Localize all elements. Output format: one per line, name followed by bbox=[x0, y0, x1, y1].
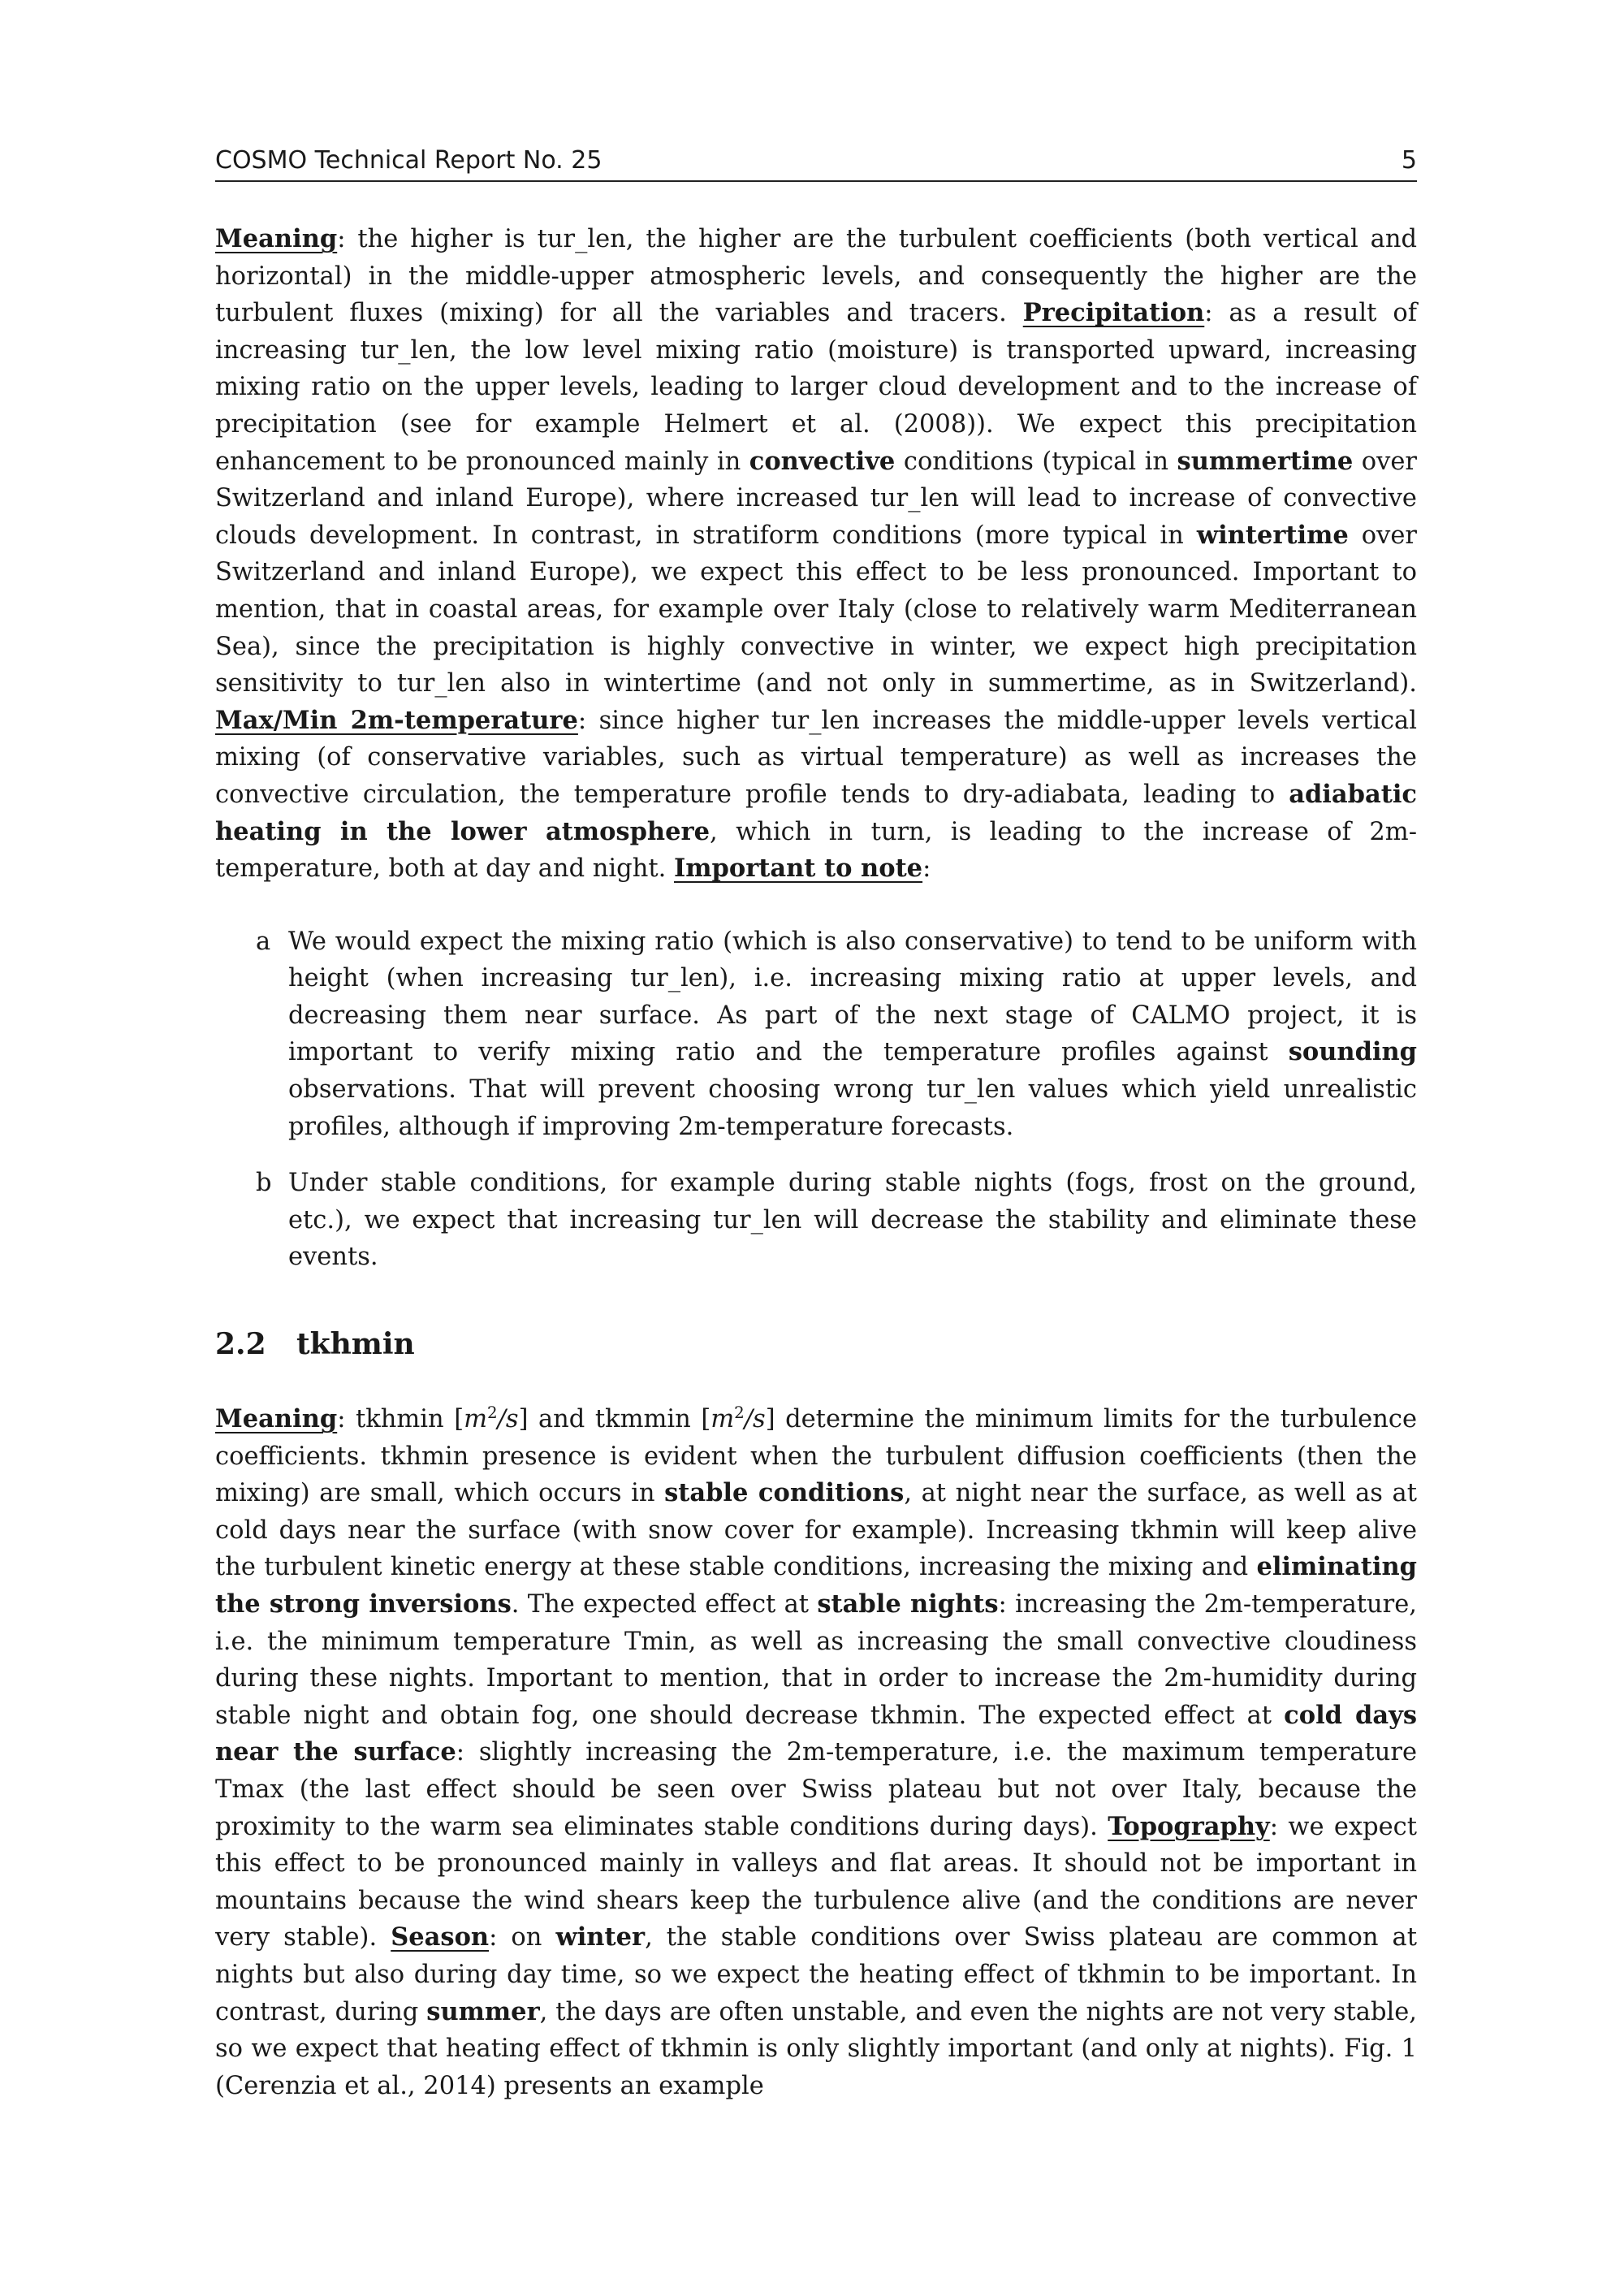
keyword-winter: winter bbox=[555, 1922, 646, 1952]
text-run: conditions (typical in bbox=[895, 447, 1177, 476]
text-run: , the stable conditions over Swiss plateau are common at nights but also during day time, so we expect the heating effect of tkhmin to be important. In contrast, during bbox=[215, 1923, 1417, 2026]
unit-exponent: 2 bbox=[734, 1403, 745, 1422]
unit-symbol: m bbox=[710, 1405, 735, 1434]
text-run: : slightly increasing the 2m-temperature, i.e. the maximum temperature Tmax (the last effect should be seen over Swiss plateau but not over Italy, because the proximity to the warm sea eliminates stable conditions during days). bbox=[215, 1738, 1418, 1841]
keyword-summer: summer bbox=[426, 1996, 540, 2026]
text-run: : we expect this effect to be pronounced mainly in valleys and flat areas. It should not be important in mountains because the wind shears keep the turbulence alive (and the conditions are never very stable). bbox=[215, 1812, 1417, 1952]
topography-label: Topography bbox=[1108, 1811, 1270, 1841]
list-item bbox=[215, 1165, 1417, 1276]
paragraph-tkhmin bbox=[215, 1401, 1417, 2104]
body-text bbox=[215, 221, 1417, 2104]
section-heading bbox=[215, 1326, 1417, 1362]
text-run: ] and tkmmin [ bbox=[518, 1405, 711, 1434]
important-note-label: Important to note bbox=[674, 854, 923, 884]
unit-symbol: /s bbox=[744, 1405, 766, 1434]
text-run: : the higher is tur_len, the higher are the turbulent coefficients (both vertical and horizontal) in the middle-upper atmospheric levels, and consequently the higher are the turbulent fluxes (mixing) for all the variables and tracers. bbox=[215, 225, 1417, 328]
keyword-stable-nights: stable nights bbox=[817, 1589, 999, 1619]
text-run: : tkhmin [ bbox=[337, 1405, 464, 1434]
unit-exponent: 2 bbox=[487, 1403, 498, 1422]
note-list bbox=[215, 923, 1417, 1276]
section-title: tkhmin bbox=[296, 1327, 415, 1362]
season-label: Season bbox=[391, 1922, 490, 1952]
meaning-label: Meaning bbox=[215, 224, 338, 253]
text-run: : increasing the 2m-temperature, i.e. the minimum temperature Tmin, as well as increasing the small convective cloudiness during these nights. Important to mention, that in order to increase the 2m-humidity during stable night and obtain fog, one should decrease tkhmin. The expected effect at bbox=[215, 1590, 1418, 1730]
text-run: over Switzerland and inland Europe), we expect this effect to be less pronounced. Important to mention, that in coastal areas, for example over Italy (close to relatively warm Mediterranean Sea), since the precipitation is highly convective in winter, we expect high precipitation sensitivity to tur_len also in wintertime (and not only in summertime, as in Switzerland). bbox=[215, 521, 1417, 698]
text-run: We would expect the mixing ratio (which is also conservative) to tend to be uniform with height (when increasing tur_len), i.e. increasing mixing ratio at upper levels, and decreasing them near surface. As part of the next stage of CALMO project, it is important to verify mixing ratio and the temperature profiles against bbox=[288, 927, 1417, 1067]
text-run: observations. That will prevent choosing wrong tur_len values which yield unrealistic profiles, although if improving 2m-temperature forecasts. bbox=[288, 1075, 1417, 1141]
text-run: : as a result of increasing tur_len, the low level mixing ratio (moisture) is transported upward, increasing mixing ratio on the upper levels, leading to larger cloud development and to the increase of precipitation (see for example Helmert et al. (2008)). We expect this precipitation enhancement to be pronounced mainly in bbox=[215, 299, 1418, 476]
running-header bbox=[215, 146, 1417, 182]
precipitation-label: Precipitation bbox=[1022, 298, 1205, 328]
keyword-stable-conditions: stable conditions bbox=[664, 1478, 905, 1508]
keyword-cold-days: cold days near the surface bbox=[215, 1700, 1417, 1767]
list-item bbox=[215, 923, 1417, 1146]
text-run: Under stable conditions, for example during stable nights (fogs, frost on the ground, etc.), we expect that increasing tur_len will decrease the stability and eliminate these events. bbox=[288, 1169, 1417, 1272]
keyword-eliminating-inversions: eliminating the strong inversions bbox=[215, 1552, 1417, 1619]
text-run: . The expected effect at bbox=[511, 1590, 818, 1619]
page-number: 5 bbox=[1401, 146, 1417, 175]
unit-symbol: m bbox=[464, 1405, 488, 1434]
text-run: ] determine the minimum limits for the turbulence coefficients. tkhmin presence is evident when the turbulent diffusion coefficients (then the mixing) are small, which occurs in bbox=[215, 1405, 1417, 1508]
keyword-adiabatic-heating: adiabatic heating in the lower atmosphere bbox=[215, 779, 1417, 846]
keyword-convective: convective bbox=[749, 446, 896, 476]
text-run: , which in turn, is leading to the increase of 2m-temperature, both at day and night. bbox=[215, 817, 1418, 884]
meaning-label: Meaning bbox=[215, 1404, 338, 1434]
keyword-summertime: summertime bbox=[1177, 446, 1354, 476]
text-run: over Switzerland and inland Europe), where increased tur_len will lead to increase of convective clouds development. In contrast, in stratiform conditions (more typical in bbox=[215, 447, 1417, 550]
text-run: , the days are often unstable, and even the nights are not very stable, so we expect that heating effect of tkhmin is only slightly important (and only at nights). Fig. 1 (Cerenzia et al., 2014) presents an example bbox=[215, 1997, 1417, 2100]
text-run: : on bbox=[489, 1923, 556, 1952]
list-marker: b bbox=[256, 1169, 272, 1198]
text-run: : bbox=[922, 854, 931, 884]
text-run: : since higher tur_len increases the middle-upper levels vertical mixing (of conservative variables, such as virtual temperature) as well as increases the convective circulation, the temperature profile tends to dry-adiabata, leading to bbox=[215, 706, 1417, 809]
report-title: COSMO Technical Report No. 25 bbox=[215, 146, 603, 175]
section-number: 2.2 bbox=[215, 1327, 266, 1362]
text-run: , at night near the surface, as well as at cold days near the surface (with snow cover for example). Increasing tkhmin will keep alive the turbulent kinetic energy at these stable conditions, increasing the mixing and bbox=[215, 1479, 1417, 1582]
list-marker: a bbox=[256, 927, 271, 956]
keyword-wintertime: wintertime bbox=[1196, 520, 1349, 550]
paragraph-tur-len bbox=[215, 221, 1417, 888]
unit-symbol: /s bbox=[497, 1405, 519, 1434]
maxmin-temperature-label: Max/Min 2m-temperature bbox=[215, 705, 578, 735]
keyword-sounding: sounding bbox=[1288, 1037, 1417, 1067]
